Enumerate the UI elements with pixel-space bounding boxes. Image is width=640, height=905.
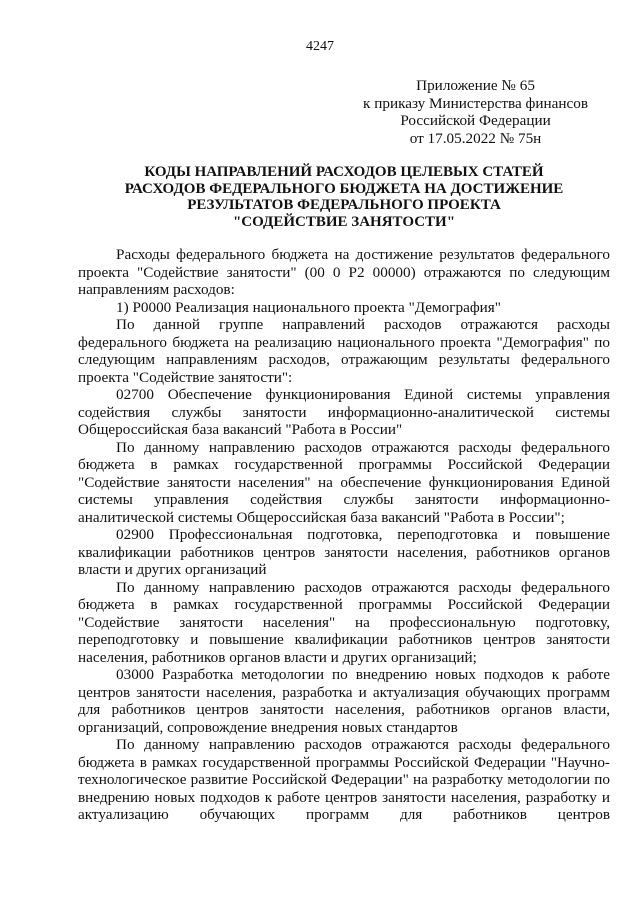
appendix-line: Российской Федерации	[400, 112, 551, 129]
appendix-line: Приложение № 65	[416, 77, 535, 94]
paragraph: Расходы федерального бюджета на достижение результатов федерального проекта "Содействие занятости" (00 0 Р2 00000) отражаются по следующим направлениям расходов:	[78, 246, 610, 298]
paragraph: 03000 Разработка методологии по внедрению новых подходов к работе центров занятости населения, разработка и актуализация обучающих программ для работников центров занятости населения, работников органов власти, организаций, сопровождение внедрения новых стандартов	[78, 666, 610, 736]
paragraph: По данной группе направлений расходов отражаются расходы федерального бюджета на реализацию национального проекта "Демография" по следующим направлениям расходов, отражающим результаты федерального проекта "Содействие занятости":	[78, 316, 610, 386]
paragraph: 1) Р0000 Реализация национального проекта "Демография"	[116, 298, 501, 316]
appendix-line: к приказу Министерства финансов	[363, 94, 588, 112]
appendix-block	[363, 77, 588, 147]
paragraph: 02700 Обеспечение функционирования Единой системы управления содействия службы занятости информационно-аналитической системы Общероссийская база вакансий "Работа в России"	[78, 386, 610, 438]
title-line: РЕЗУЛЬТАТОВ ФЕДЕРАЛЬНОГО ПРОЕКТА	[187, 197, 501, 213]
title-line: "СОДЕЙСТВИЕ ЗАНЯТОСТИ"	[232, 213, 456, 230]
paragraph: 02900 Профессиональная подготовка, переподготовка и повышение квалификации работников центров занятости населения, работников органов власти и других организаций	[78, 526, 610, 578]
page-number: 4247	[306, 39, 334, 54]
paragraph: По данному направлению расходов отражаются расходы федерального бюджета в рамках государственной программы Российской Федерации "Научно-технологическое развитие Российской Федерации" на разработку методологии по внедрению новых подходов к работе центров занятости населения, разработку и актуализацию обучающих программ для работников центров	[78, 736, 610, 823]
title-line: КОДЫ НАПРАВЛЕНИЙ РАСХОДОВ ЦЕЛЕВЫХ СТАТЕЙ	[144, 164, 544, 180]
document-title	[78, 164, 610, 230]
title-line: РАСХОДОВ ФЕДЕРАЛЬНОГО БЮДЖЕТА НА ДОСТИЖЕНИЕ	[124, 180, 564, 197]
document-body	[78, 246, 610, 824]
paragraph: По данному направлению расходов отражаются расходы федерального бюджета в рамках государственной программы Российской Федерации "Содействие занятости населения" на профессиональную подготовку, переподготовку и повышение квалификации работников центров занятости населения, работников органов власти и других организаций;	[78, 578, 610, 666]
appendix-line: от 17.05.2022 № 75н	[409, 129, 542, 147]
paragraph: По данному направлению расходов отражаются расходы федерального бюджета в рамках государственной программы Российской Федерации "Содействие занятости населения" на обеспечение функционирования Единой системы управления содействия службы занятости информационно-аналитической системы Общероссийская база вакансий "Работа в России";	[78, 438, 610, 526]
